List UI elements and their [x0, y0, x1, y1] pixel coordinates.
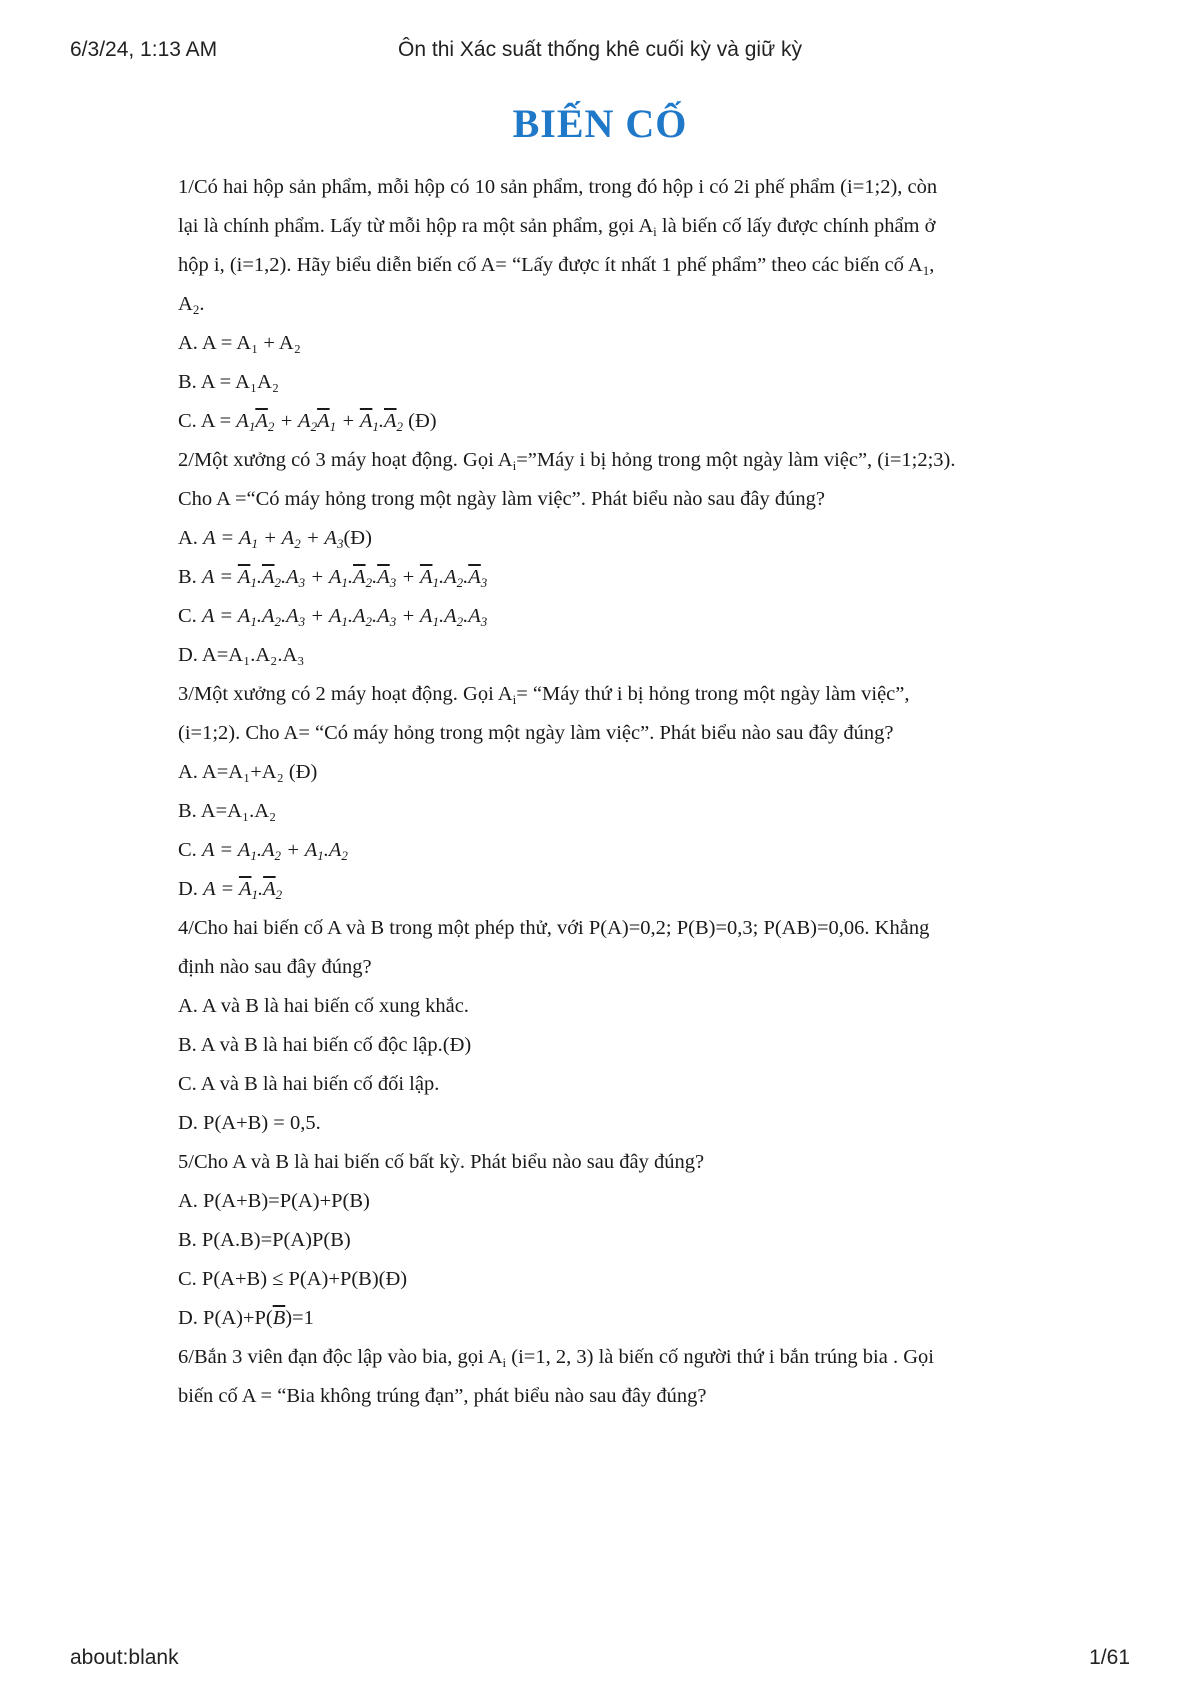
q4-line-1: 4/Cho hai biến cố A và B trong một phép thử, với P(A)=0,2; P(B)=0,3; P(AB)=0,06. Khẳng — [178, 917, 930, 939]
q6-line-1: 6/Bắn 3 viên đạn độc lập vào bia, gọi $A_i$ (i=1, 2, 3) là biến cố người thứ i bắn trúng bia . Gọi — [178, 1346, 934, 1370]
q4-line-2: định nào sau đây đúng? — [178, 956, 372, 978]
q2-option-b-formula: $A = \overline{A}_1.\overline{A}_2.A_3 + A_1.\overline{A}_2.\overline{A}_3 + \overline{A}_1.A_2.\overline{A}_3$ — [201, 566, 488, 590]
q6-line-2: biến cố A = “Bia không trúng đạn”, phát biểu nào sau đây đúng? — [178, 1385, 707, 1407]
q4-option-b: B. A và B là hai biến cố độc lập.(Đ) — [178, 1034, 472, 1056]
q4-option-c: C. A và B là hai biến cố đối lập. — [178, 1073, 440, 1095]
q3-line-1: 3/Một xưởng có 2 máy hoạt động. Gọi $A_i=$ “Máy thứ i bị hỏng trong một ngày làm việc”, — [178, 683, 910, 707]
q2-option-b: B. $A = \overline{A}_1.\overline{A}_2.A_3 + A_1.\overline{A}_2.\overline{A}_3 + \overline{A}_1.A_2.\overline{A}_3$ — [178, 566, 488, 590]
q5-option-d: D. $P(A)+P(\overline{B})=1$ — [178, 1307, 314, 1329]
q3-line-2: (i=1;2). Cho A= “Có máy hỏng trong một ngày làm việc”. Phát biểu nào sau đây đúng? — [178, 722, 894, 744]
section-title: BIẾN CỐ — [512, 101, 688, 146]
q3-option-c: C. $A = A_1.A_2 + A_1.A_2$ — [178, 839, 348, 863]
q2-line-2: Cho A =“Có máy hỏng trong một ngày làm việc”. Phát biểu nào sau đây đúng? — [178, 488, 825, 510]
q1-option-c: C. $A = A_1\overline{A}_2 + A_2\overline{A}_1 + \overline{A}_1.\overline{A}_2$ (Đ) — [178, 410, 437, 434]
q4-option-a: A. A và B là hai biến cố xung khắc. — [178, 995, 469, 1017]
q2-option-a-formula: $A = A_1 + A_2 + A_3$ — [203, 527, 344, 551]
q1-option-b: B. A = A₁A₂ — [178, 371, 280, 393]
q2-option-a: A. $A = A_1 + A_2$ + $A_3(Đ)$ — [178, 527, 372, 551]
q1-line-1: 1/Có hai hộp sản phẩm, mỗi hộp có 10 sản phẩm, trong đó hộp i có 2i phế phẩm (i=1;2), còn — [178, 176, 938, 198]
q5-line-1: 5/Cho A và B là hai biến cố bất kỳ. Phát biểu nào sau đây đúng? — [178, 1151, 705, 1173]
q3-option-b: B. A=A₁.A₂ — [178, 800, 277, 822]
q2-option-c: C. $A = A_1.A_2.A_3 + A_1.A_2.A_3 + A_1.A_2.A_3$ — [178, 605, 488, 629]
q1-option-c-formula: $A_1\overline{A}_2 + A_2\overline{A}_1 + \overline{A}_1.\overline{A}_2$ — [236, 410, 404, 434]
q1-option-a: A. A = A₁ + A₂ — [178, 332, 301, 354]
q1-line-3: hộp i, (i=1,2). Hãy biểu diễn biến cố A= “Lấy được ít nhất 1 phế phẩm” theo các biến cố $A_1$, — [178, 254, 935, 278]
document-header-title: Ôn thi Xác suất thống khê cuối kỳ và giữ kỳ — [398, 38, 802, 61]
q5-option-b: B. P(A.B)=P(A)P(B) — [178, 1229, 351, 1251]
q1-line-4: $A_2$. — [178, 293, 205, 317]
q2-line-1: 2/Một xưởng có 3 máy hoạt động. Gọi $A_i=”Máy$ i bị hỏng trong một ngày làm việc”, (i=1;2;3). — [178, 449, 956, 473]
q1-line-2: lại là chính phẩm. Lấy từ mỗi hộp ra một sản phẩm, gọi $A_i$ là biến cố lấy được chính phẩm ở — [178, 215, 936, 239]
q3-option-d-formula: $A = \overline{A}_1.\overline{A}_2$ — [203, 878, 283, 902]
q2-option-d: D. A=A₁.A₂.A₃ — [178, 644, 305, 666]
q5-option-c: C. P(A+B) ≤ P(A)+P(B)(Đ) — [178, 1268, 408, 1290]
q3-option-d: D. $A = \overline{A}_1.\overline{A}_2$ — [178, 878, 283, 902]
q2-option-c-formula: $A = A_1.A_2.A_3 + A_1.A_2.A_3 + A_1.A_2.A_3$ — [201, 605, 488, 629]
q3-option-c-formula: $A = A_1.A_2 + A_1.A_2$ — [201, 839, 348, 863]
q4-option-d: D. P(A+B) = 0,5. — [178, 1112, 321, 1134]
q3-option-a: A. A=A₁+A₂ (Đ) — [178, 761, 318, 783]
document-body — [178, 168, 1048, 1416]
print-datetime: 6/3/24, 1:13 AM — [70, 38, 218, 61]
footer-url: about:blank — [70, 1646, 179, 1669]
q5-option-a: A. P(A+B)=P(A)+P(B) — [178, 1190, 370, 1212]
page-number: 1/61 — [1089, 1646, 1130, 1669]
